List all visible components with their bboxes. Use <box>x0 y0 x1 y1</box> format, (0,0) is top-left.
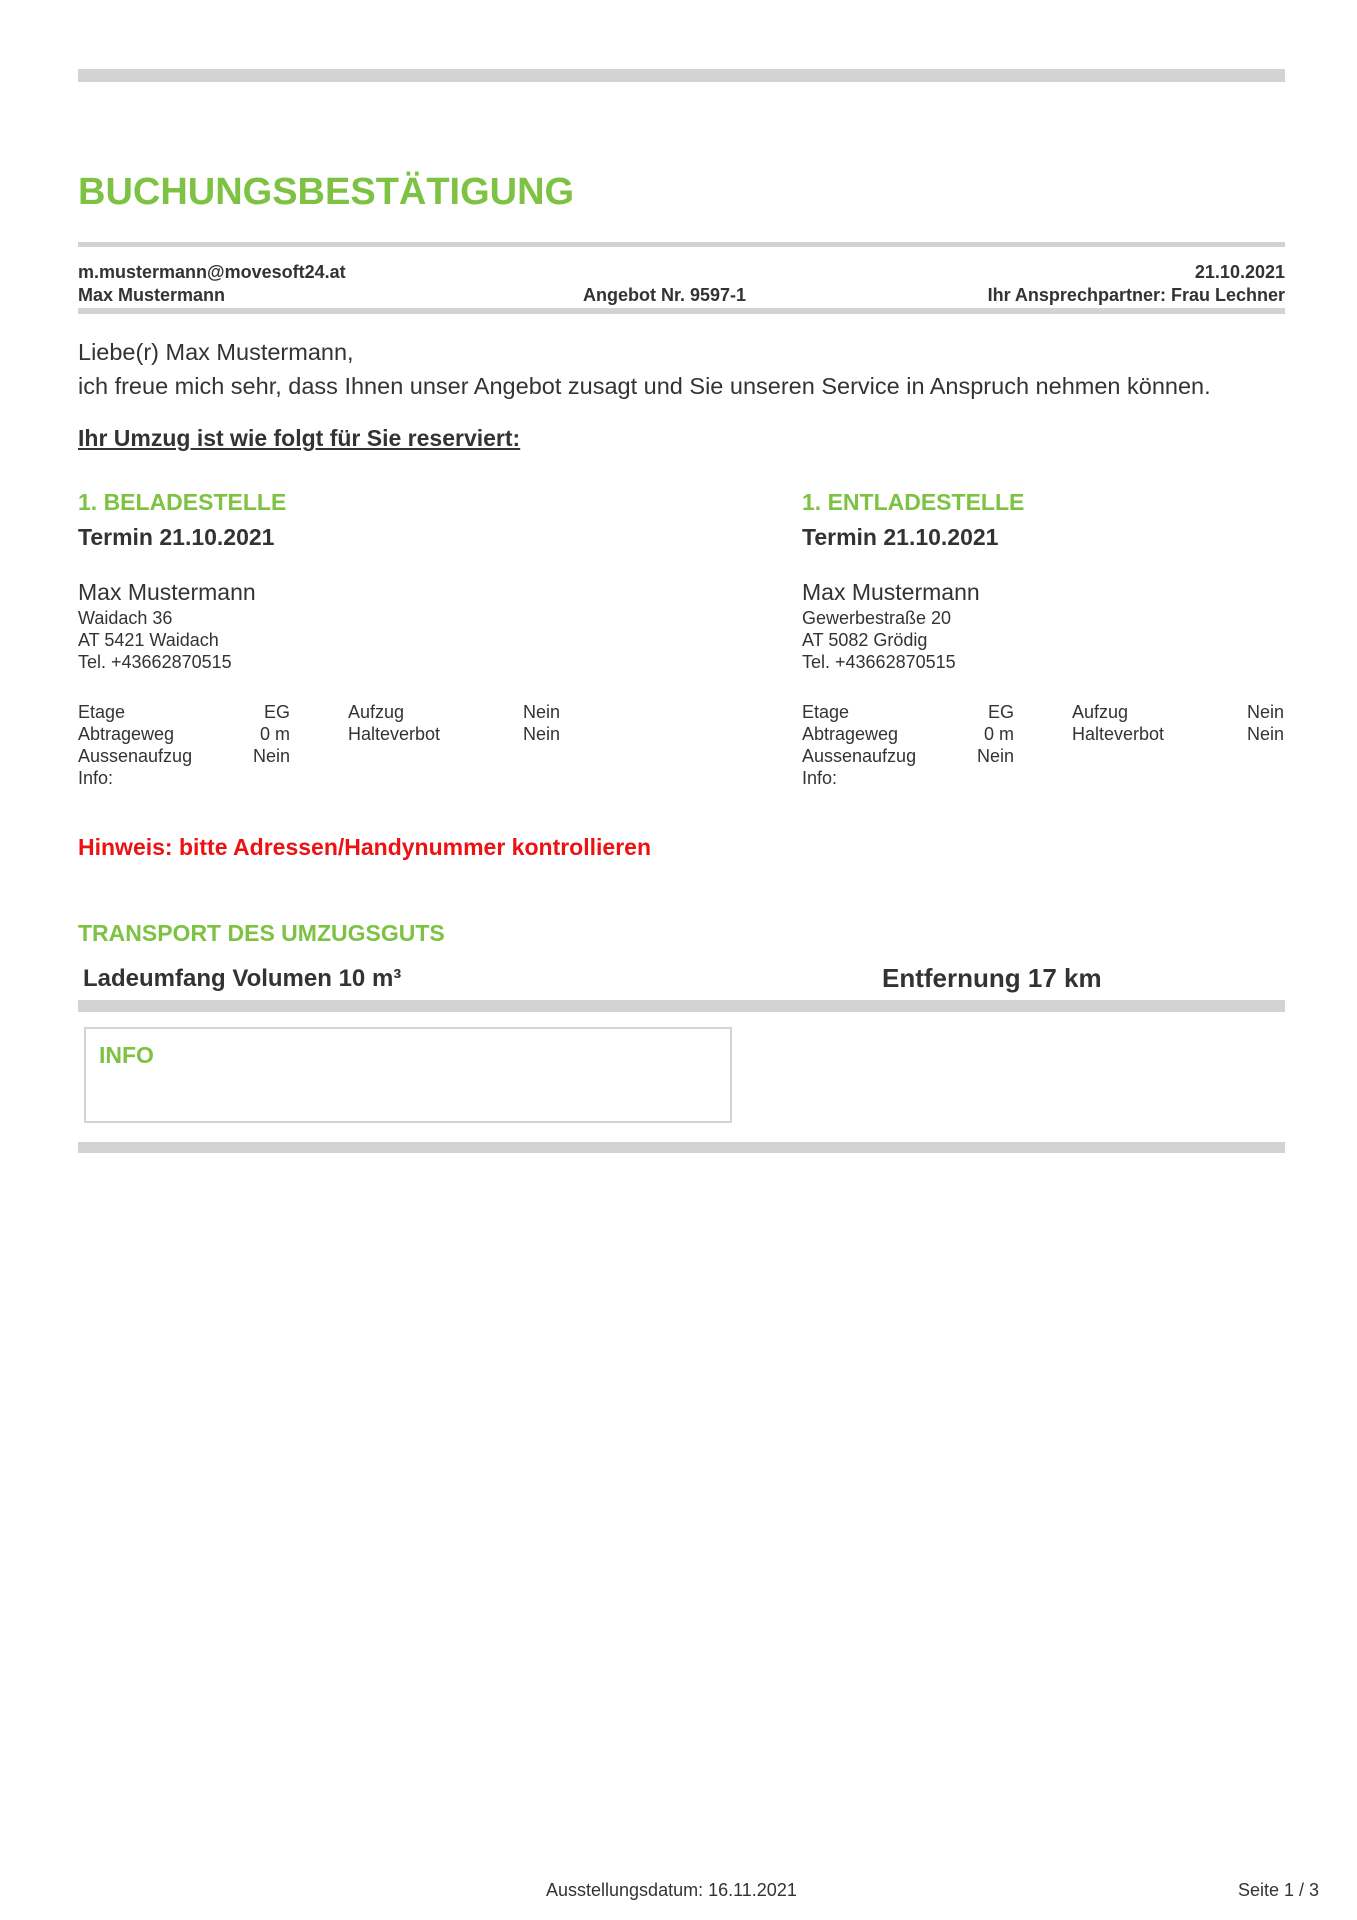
unloading-details <box>802 701 1284 789</box>
title-rule <box>78 242 1285 247</box>
loading-phone: Tel. +43662870515 <box>78 652 232 672</box>
top-rule <box>78 69 1285 82</box>
unloading-street: Gewerbestraße 20 <box>802 608 952 628</box>
unloading-city: AT 5082 Grödig <box>802 630 928 650</box>
loading-city: AT 5421 Waidach <box>78 630 219 650</box>
loading-termin: Termin 21.10.2021 <box>78 524 275 550</box>
unloading-address <box>802 607 956 673</box>
loading-heading: 1. BELADESTELLE <box>78 489 287 515</box>
unloading-name: Max Mustermann <box>802 579 980 605</box>
abtrageweg-label: Abtrageweg <box>78 724 175 744</box>
aussenaufzug-label: Aussenaufzug <box>802 746 917 766</box>
halteverbot-value: Nein <box>1246 724 1284 744</box>
contact-person: Ihr Ansprechpartner: Frau Lechner <box>987 285 1285 305</box>
salutation: Liebe(r) Max Mustermann, <box>78 339 354 365</box>
customer-name: Max Mustermann <box>78 285 226 305</box>
aufzug-label: Aufzug <box>1072 702 1129 722</box>
reservation-heading: Ihr Umzug ist wie folgt für Sie reserviert: <box>78 425 521 451</box>
distance: Entfernung 17 km <box>882 963 1102 993</box>
halteverbot-value: Nein <box>522 724 560 744</box>
aussenaufzug-value: Nein <box>252 746 290 766</box>
halteverbot-label: Halteverbot <box>348 724 441 744</box>
info-box <box>84 1027 732 1123</box>
info-label: Info: <box>802 768 838 788</box>
unloading-heading: 1. ENTLADESTELLE <box>802 489 1025 515</box>
document-date: 21.10.2021 <box>1194 262 1285 282</box>
transport-rule <box>78 1000 1285 1012</box>
abtrageweg-label: Abtrageweg <box>802 724 899 744</box>
aufzug-value: Nein <box>1246 702 1284 722</box>
aufzug-label: Aufzug <box>348 702 405 722</box>
aufzug-value: Nein <box>522 702 560 722</box>
etage-label: Etage <box>802 702 850 722</box>
load-volume: Ladeumfang Volumen 10 m³ <box>83 965 402 992</box>
etage-label: Etage <box>78 702 126 722</box>
loading-address <box>78 607 232 673</box>
greeting-body: ich freue mich sehr, dass Ihnen unser Angebot zusagt und Sie unseren Service in Anspruch nehmen können. <box>78 373 1211 399</box>
info-box-heading: INFO <box>99 1042 154 1068</box>
aussenaufzug-value: Nein <box>976 746 1014 766</box>
info-label: Info: <box>78 768 114 788</box>
loading-name: Max Mustermann <box>78 579 256 605</box>
bottom-rule <box>78 1142 1285 1153</box>
abtrageweg-value: 0 m <box>983 724 1014 744</box>
transport-heading: TRANSPORT DES UMZUGSGUTS <box>78 920 445 946</box>
header-rule <box>78 308 1285 314</box>
loading-street: Waidach 36 <box>78 608 173 628</box>
document-title: BUCHUNGSBESTÄTIGUNG <box>78 171 575 213</box>
email-address: m.mustermann@movesoft24.at <box>78 262 346 282</box>
page-number: Seite 1 / 3 <box>1237 1880 1319 1900</box>
etage-value: EG <box>987 702 1014 722</box>
loading-details <box>78 701 560 789</box>
abtrageweg-value: 0 m <box>259 724 290 744</box>
issue-date: Ausstellungsdatum: 16.11.2021 <box>546 1880 797 1900</box>
offer-number: Angebot Nr. 9597-1 <box>583 285 747 305</box>
halteverbot-label: Halteverbot <box>1072 724 1165 744</box>
etage-value: EG <box>263 702 290 722</box>
unloading-phone: Tel. +43662870515 <box>802 652 956 672</box>
address-check-notice: Hinweis: bitte Adressen/Handynummer kontrollieren <box>78 834 651 860</box>
aussenaufzug-label: Aussenaufzug <box>78 746 193 766</box>
unloading-termin: Termin 21.10.2021 <box>802 524 999 550</box>
